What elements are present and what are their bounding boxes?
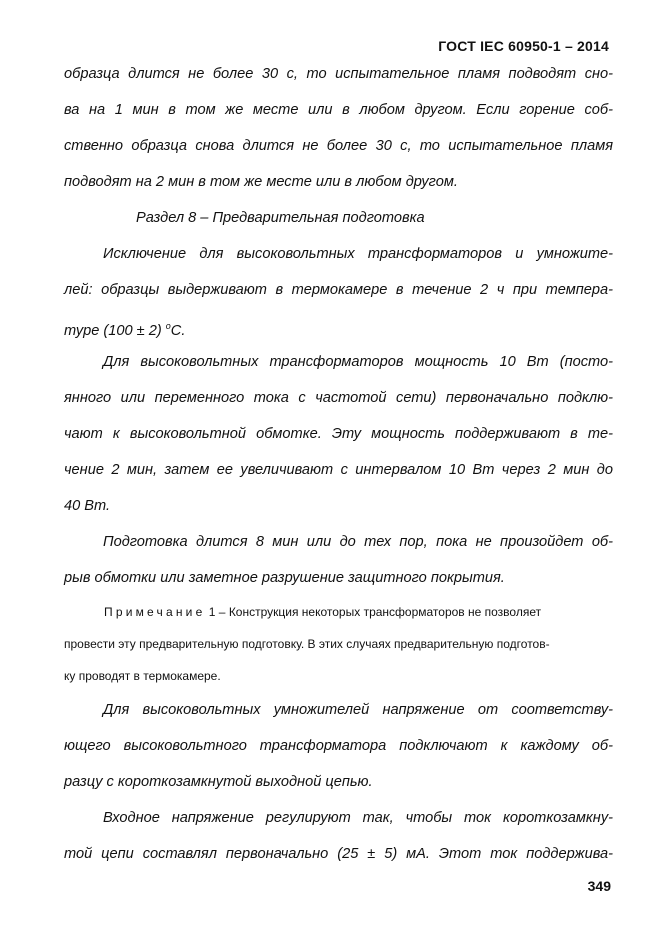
note-line: провести эту предварительную подготовку. В этих случаях предварительную подготов- bbox=[64, 637, 550, 651]
paragraph-line: чают к высоковольтной обмотке. Эту мощность поддерживают в те- bbox=[64, 426, 613, 442]
note-line: ку проводят в термокамере. bbox=[64, 669, 221, 683]
page-number: 349 bbox=[587, 878, 611, 894]
paragraph-line: подводят на 2 мин в том же месте или в любом другом. bbox=[64, 174, 458, 190]
paragraph-line: той цепи составлял первоначально (25 ± 5) мА. Этот ток поддержива- bbox=[64, 846, 613, 862]
document-header: ГОСТ IEC 60950-1 – 2014 bbox=[438, 38, 609, 54]
page-body bbox=[64, 56, 613, 872]
paragraph-line: Входное напряжение регулируют так, чтобы ток короткозамкну- bbox=[103, 810, 613, 826]
degree-mark: о bbox=[165, 321, 171, 331]
paragraph-line: рыв обмотки или заметное разрушение защитного покрытия. bbox=[64, 570, 505, 586]
paragraph-line: Для высоковольтных умножителей напряжение от соответству- bbox=[103, 702, 613, 718]
temperature-text: туре (100 ± 2) bbox=[64, 323, 166, 339]
paragraph-line: Для высоковольтных трансформаторов мощность 10 Вт (посто- bbox=[103, 354, 613, 370]
section-heading: Раздел 8 – Предварительная подготовка bbox=[136, 210, 425, 226]
temperature-unit: С. bbox=[170, 323, 186, 339]
paragraph-line: 40 Вт. bbox=[64, 498, 111, 514]
note-text: 1 – Конструкция некоторых трансформаторов не позволяет bbox=[205, 605, 542, 619]
paragraph-line: ющего высоковольтного трансформатора подключают к каждому об- bbox=[64, 738, 613, 754]
paragraph-line: янного или переменного тока с частотой сети) первоначально подклю- bbox=[64, 390, 613, 406]
paragraph-line: Подготовка длится 8 мин или до тех пор, пока не произойдет об- bbox=[103, 534, 613, 550]
paragraph-line: разцу с короткозамкнутой выходной цепью. bbox=[64, 774, 373, 790]
note-label: Примечание bbox=[104, 605, 206, 619]
paragraph-line: чение 2 мин, затем ее увеличивают с интервалом 10 Вт через 2 мин до bbox=[64, 462, 613, 478]
paragraph-line: Исключение для высоковольтных трансформаторов и умножите- bbox=[103, 246, 613, 262]
paragraph-line: ственно образца снова длится не более 30 с, то испытательное пламя bbox=[64, 138, 613, 154]
note-line bbox=[64, 596, 613, 628]
paragraph-line bbox=[64, 308, 613, 344]
paragraph-line: ва на 1 мин в том же месте или в любом другом. Если горение соб- bbox=[64, 102, 613, 118]
paragraph-line: образца длится не более 30 с, то испытательное пламя подводят сно- bbox=[64, 66, 613, 82]
paragraph-line: лей: образцы выдерживают в термокамере в течение 2 ч при темпера- bbox=[64, 282, 613, 298]
